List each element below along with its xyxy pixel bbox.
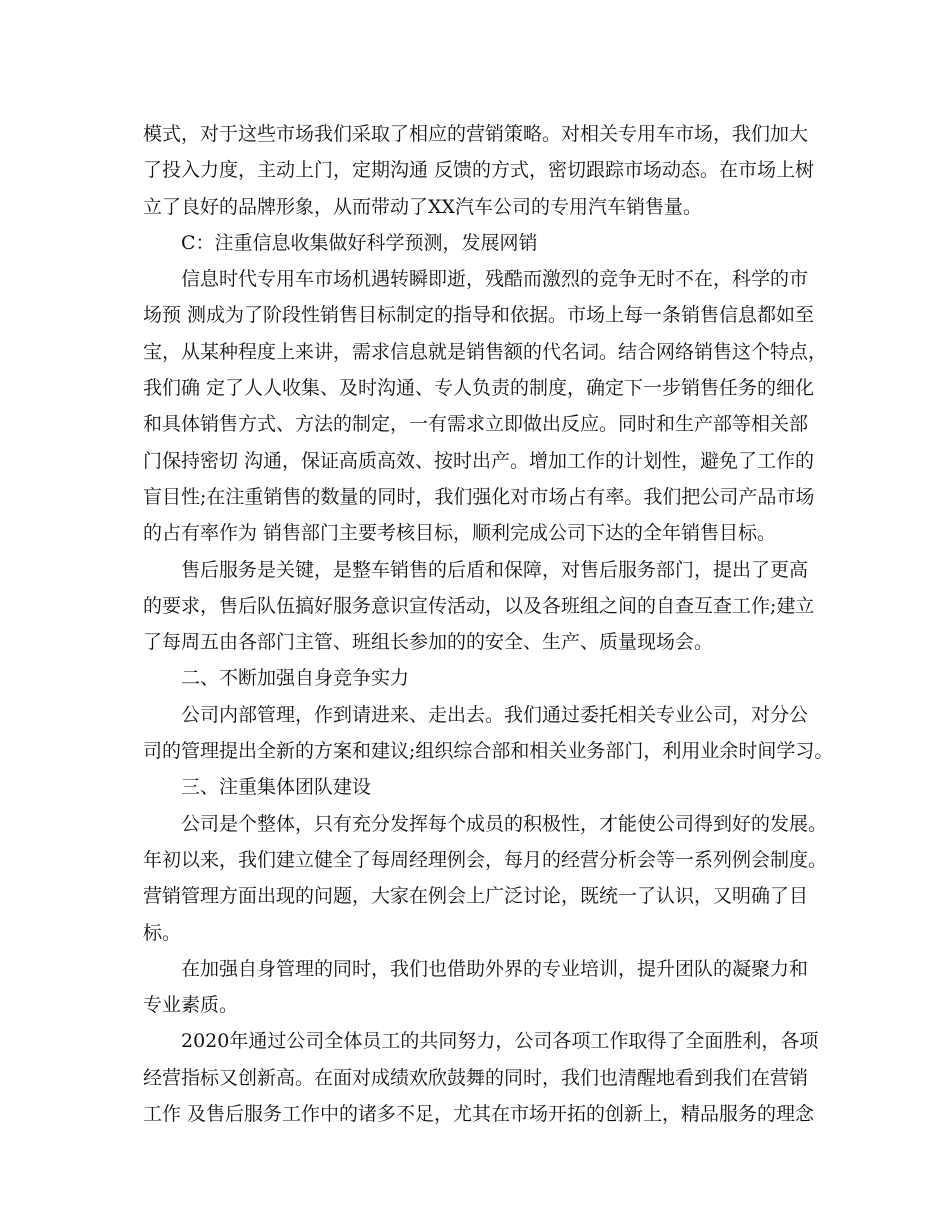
text-line: 的占有率作为 销售部门主要考核目标，顺利完成公司下达的全年销售目标。 [143,522,777,545]
text-line: 营销管理方面出现的问题，大家在例会上广泛讨论，既统一了认识，又明确了目 [143,885,809,908]
text-line: 门保持密切 沟通，保证高质高效、按时出产。增加工作的计划性，避免了工作的 [143,449,815,472]
text-line: 2020年通过公司全体员工的共同努力，公司各项工作取得了全面胜利，各项 [181,1030,819,1053]
text-line: 我们确 定了人人收集、及时沟通、专人负责的制度，确定下一步销售任务的细化 [143,377,815,400]
text-line: 场预 测成为了阶段性销售目标制定的指导和依据。市场上每一条销售信息都如至 [143,304,815,327]
text-line: 立了良好的品牌形象，从而带动了XX汽车公司的专用汽车销售量。 [143,195,703,218]
text-line: 公司是个整体，只有充分发挥每个成员的积极性，才能使公司得到好的发展。 [181,812,828,835]
text-line: 公司内部管理，作到请进来、走出去。我们通过委托相关专业公司，对分公 [181,703,809,726]
text-line: 年初以来，我们建立健全了每周经理例会，每月的经营分析会等一系列例会制度。 [143,848,828,871]
text-line: 在加强自身管理的同时，我们也借助外界的专业培训，提升团队的凝聚力和 [181,957,809,980]
text-line: 售后服务是关键，是整车销售的后盾和保障，对售后服务部门，提出了更高 [181,558,809,581]
text-line: 专业素质。 [143,994,239,1017]
text-line: 宝，从某种程度上来讲，需求信息就是销售额的代名词。结合网络销售这个特点， [143,340,828,363]
text-line: 了投入力度，主动上门，定期沟通 反馈的方式，密切跟踪市场动态。在市场上树 [143,159,815,182]
text-line: 司的管理提出全新的方案和建议;组织综合部和相关业务部门，利用业余时间学习。 [143,740,834,763]
text-line: 信息时代专用车市场机遇转瞬即逝，残酷而激烈的竞争无时不在，科学的市 [181,268,809,291]
document-body [143,116,834,1132]
text-line: 二、不断加强自身竞争实力 [181,667,410,690]
text-line: 盲目性;在注重销售的数量的同时，我们强化对市场占有率。我们把公司产品市场 [143,485,815,508]
text-line: C：注重信息收集做好科学预测，发展网销 [181,231,538,254]
text-line: 经营指标又创新高。在面对成绩欢欣鼓舞的同时，我们也清醒地看到我们在营销 [143,1066,809,1089]
text-line: 标。 [143,921,182,944]
text-line: 工作 及售后服务工作中的诸多不足，尤其在市场开拓的创新上，精品服务的理念 [143,1103,815,1126]
text-line: 三、注重集体团队建设 [181,776,372,799]
text-line: 的要求，售后队伍搞好服务意识宣传活动，以及各班组之间的自查互查工作;建立 [143,594,815,617]
text-line: 了每周五由各部门主管、班组长参加的的安全、生产、质量现场会。 [143,631,714,654]
text-line: 和具体销售方式、方法的制定，一有需求立即做出反应。同时和生产部等相关部 [143,413,809,436]
text-line: 模式，对于这些市场我们采取了相应的营销策略。对相关专用车市场，我们加大 [143,123,809,145]
